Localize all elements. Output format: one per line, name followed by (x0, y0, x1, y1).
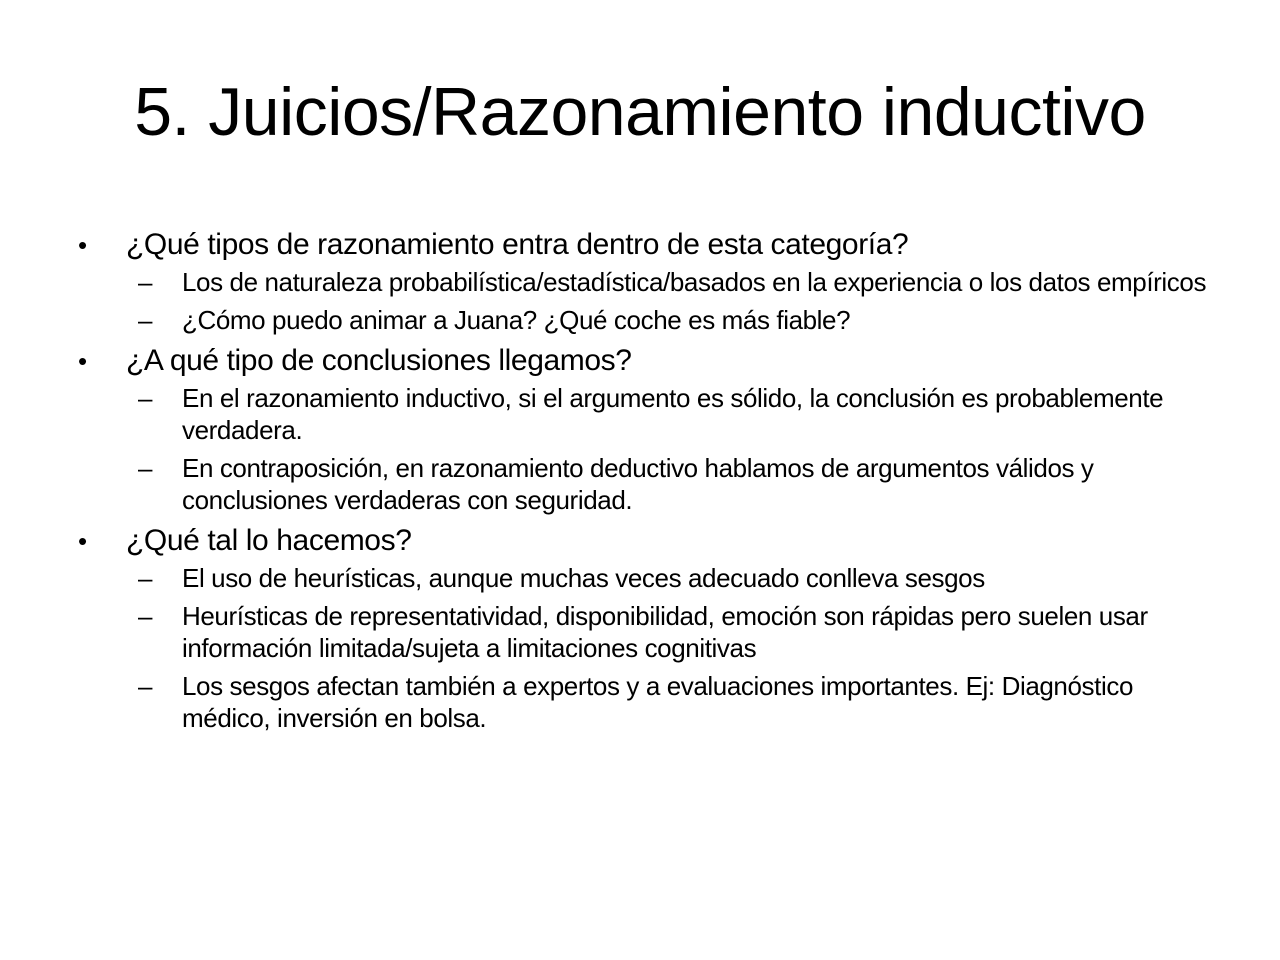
sub-bullet-item (68, 452, 1218, 516)
slide-body (68, 226, 1218, 740)
bullet-text: ¿A qué tipo de conclusiones llegamos? (126, 344, 632, 377)
dash-icon: – (138, 305, 153, 335)
sub-bullet-text: En contraposición, en razonamiento deductivo hablamos de argumentos válidos y conclusiones verdaderas con seguridad. (182, 453, 1094, 515)
dash-icon: – (138, 383, 153, 413)
sub-bullet-text: Los de naturaleza probabilística/estadística/basados en la experiencia o los datos empíricos (182, 267, 1207, 297)
bullet-dot-icon: • (78, 346, 87, 376)
sub-bullet-item (68, 670, 1218, 734)
dash-icon: – (138, 671, 153, 701)
bullet-text: ¿Qué tipos de razonamiento entra dentro de esta categoría? (126, 228, 909, 261)
slide-title: 5. Juicios/Razonamiento inductivo (134, 74, 1146, 150)
sub-bullet-item (68, 600, 1218, 664)
bullet-text: ¿Qué tal lo hacemos? (126, 524, 412, 557)
bullet-dot-icon: • (78, 526, 87, 556)
sub-bullet-item (68, 304, 1218, 336)
bullet-dot-icon: • (78, 230, 87, 260)
sub-bullet-text: Los sesgos afectan también a expertos y a evaluaciones importantes. Ej: Diagnóstico médico, inversión en bolsa. (182, 671, 1134, 733)
sub-bullet-text: En el razonamiento inductivo, si el argumento es sólido, la conclusión es probablemente verdadera. (182, 383, 1164, 445)
sub-bullet-item (68, 382, 1218, 446)
bullet-item (68, 342, 1218, 380)
sub-bullet-item (68, 562, 1218, 594)
dash-icon: – (138, 601, 153, 631)
sub-bullet-text: ¿Cómo puedo animar a Juana? ¿Qué coche es más fiable? (182, 305, 851, 335)
sub-bullet-text: El uso de heurísticas, aunque muchas veces adecuado conlleva sesgos (182, 563, 985, 593)
sub-bullet-item (68, 266, 1218, 298)
bullet-item (68, 226, 1218, 264)
bullet-item (68, 522, 1218, 560)
sub-bullet-text: Heurísticas de representatividad, disponibilidad, emoción son rápidas pero suelen usar información limitada/sujeta a limitaciones cognitivas (182, 601, 1148, 663)
dash-icon: – (138, 267, 153, 297)
dash-icon: – (138, 563, 153, 593)
dash-icon: – (138, 453, 153, 483)
